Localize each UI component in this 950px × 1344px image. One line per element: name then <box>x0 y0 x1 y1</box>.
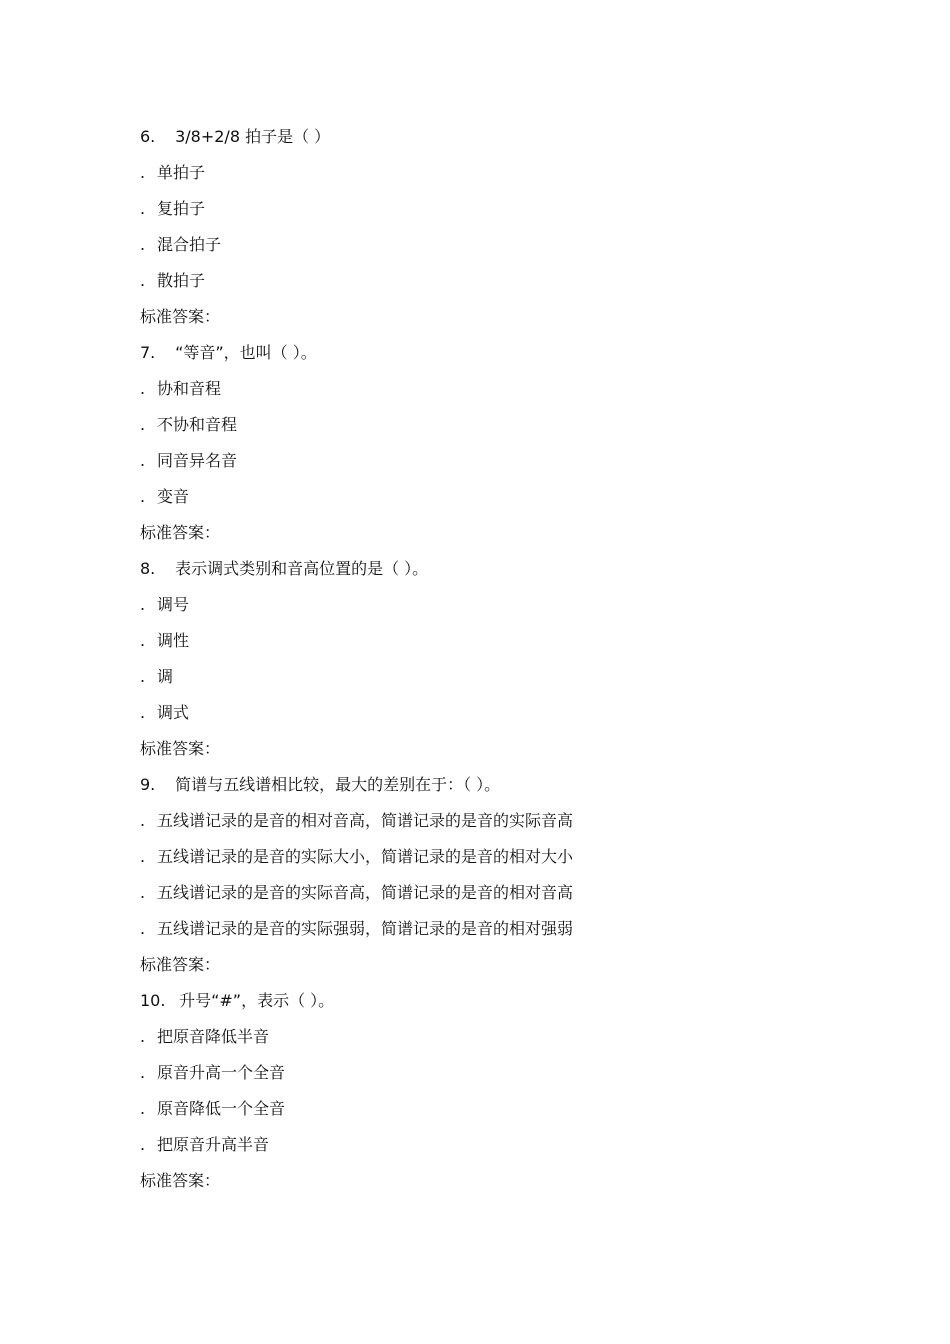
option-9c <box>140 881 920 917</box>
question-number: 10. <box>140 991 166 1010</box>
question-text: “等音”，也叫（ ）。 <box>175 343 317 362</box>
option-marker: . <box>140 1027 146 1046</box>
option-text: 原音升高一个全音 <box>157 1063 286 1082</box>
option-10c <box>140 1097 920 1133</box>
question-text: 表示调式类别和音高位置的是（ ）。 <box>175 559 429 578</box>
option-text: 把原音升高半音 <box>157 1135 270 1154</box>
option-8b <box>140 629 920 665</box>
option-marker: . <box>140 1099 146 1118</box>
option-8d <box>140 701 920 737</box>
option-marker: . <box>140 631 146 650</box>
option-marker: . <box>140 703 146 722</box>
option-text: 调号 <box>157 595 190 614</box>
option-text: 混合拍子 <box>157 235 222 254</box>
question-number: 6. <box>140 127 156 146</box>
answer-label-10: 标准答案： <box>140 1171 221 1190</box>
question-6 <box>140 125 920 161</box>
option-marker: . <box>140 919 146 938</box>
option-7c <box>140 449 920 485</box>
option-text: 原音降低一个全音 <box>157 1099 286 1118</box>
option-text: 把原音降低半音 <box>157 1027 270 1046</box>
option-text: 五线谱记录的是音的相对音高，简谱记录的是音的实际音高 <box>157 811 574 830</box>
option-text: 不协和音程 <box>157 415 238 434</box>
option-marker: . <box>140 667 146 686</box>
question-7 <box>140 341 920 377</box>
question-10 <box>140 989 920 1025</box>
option-6b <box>140 197 920 233</box>
option-9d <box>140 917 920 953</box>
option-marker: . <box>140 271 146 290</box>
option-text: 五线谱记录的是音的实际音高，简谱记录的是音的相对音高 <box>157 883 574 902</box>
option-marker: . <box>140 811 146 830</box>
option-marker: . <box>140 487 146 506</box>
question-text: 升号“#”，表示（ ）。 <box>179 991 335 1010</box>
option-6c <box>140 233 920 269</box>
answer-label-6: 标准答案： <box>140 307 221 326</box>
question-number: 9. <box>140 775 156 794</box>
option-text: 调 <box>157 667 174 686</box>
option-7a <box>140 377 920 413</box>
option-text: 协和音程 <box>157 379 222 398</box>
option-marker: . <box>140 1135 146 1154</box>
option-marker: . <box>140 415 146 434</box>
question-number: 7. <box>140 343 156 362</box>
option-7d <box>140 485 920 521</box>
question-9 <box>140 773 920 809</box>
option-text: 调式 <box>157 703 190 722</box>
option-marker: . <box>140 163 146 182</box>
option-marker: . <box>140 451 146 470</box>
option-text: 变音 <box>157 487 190 506</box>
question-text: 3/8+2/8 拍子是（ ） <box>175 127 331 146</box>
option-marker: . <box>140 847 146 866</box>
option-text: 同音异名音 <box>157 451 238 470</box>
option-8c <box>140 665 920 701</box>
option-6d <box>140 269 920 305</box>
question-number: 8. <box>140 559 156 578</box>
option-marker: . <box>140 595 146 614</box>
option-text: 调性 <box>157 631 190 650</box>
answer-label-9: 标准答案： <box>140 955 221 974</box>
option-7b <box>140 413 920 449</box>
option-10b <box>140 1061 920 1097</box>
option-text: 复拍子 <box>157 199 206 218</box>
answer-label-7: 标准答案： <box>140 523 221 542</box>
option-8a <box>140 593 920 629</box>
option-marker: . <box>140 235 146 254</box>
question-list <box>140 125 920 1205</box>
option-text: 散拍子 <box>157 271 206 290</box>
option-marker: . <box>140 379 146 398</box>
option-6a <box>140 161 920 197</box>
option-text: 五线谱记录的是音的实际大小，简谱记录的是音的相对大小 <box>157 847 574 866</box>
option-9b <box>140 845 920 881</box>
option-10d <box>140 1133 920 1169</box>
option-text: 单拍子 <box>157 163 206 182</box>
option-marker: . <box>140 1063 146 1082</box>
question-text: 简谱与五线谱相比较，最大的差别在于：（ ）。 <box>175 775 501 794</box>
option-9a <box>140 809 920 845</box>
answer-label-8: 标准答案： <box>140 739 221 758</box>
option-10a <box>140 1025 920 1061</box>
option-text: 五线谱记录的是音的实际强弱，简谱记录的是音的相对强弱 <box>157 919 574 938</box>
question-8 <box>140 557 920 593</box>
option-marker: . <box>140 883 146 902</box>
option-marker: . <box>140 199 146 218</box>
